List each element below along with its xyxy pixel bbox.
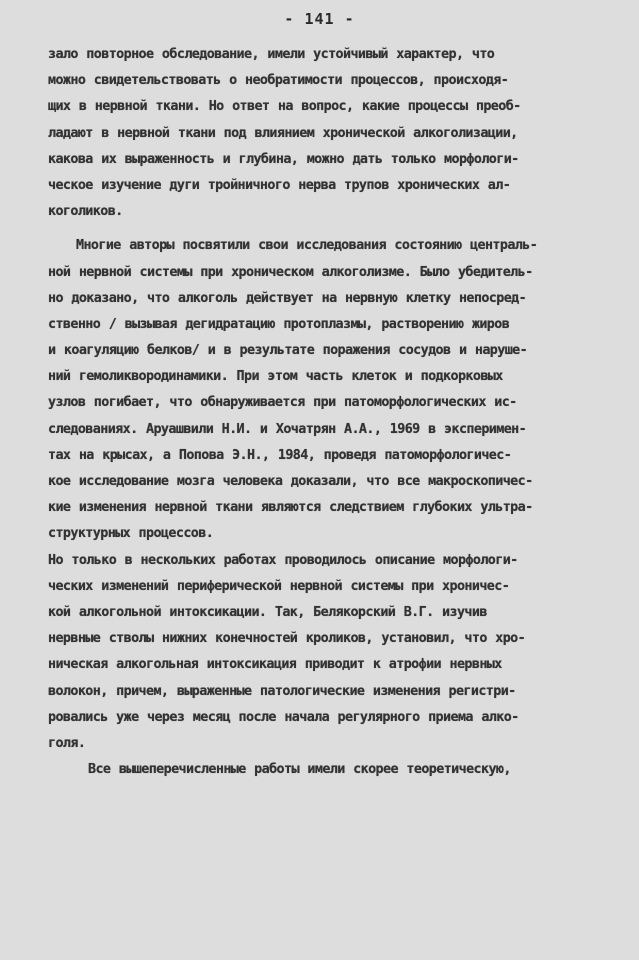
text-line: можно свидетельствовать о необратимости процессов, происходя- [48,73,509,89]
text-line: но доказано, что алкоголь действует на нервную клетку непосред- [48,290,527,306]
text-line: узлов погибает, что обнаруживается при патоморфологических ис- [48,395,517,411]
text-line: ладают в нервной ткани под влиянием хронической алкоголизации, [48,125,518,141]
text-line: волокон, причем, выраженные патологические изменения регистри- [48,683,516,699]
text-line: следованиях. Аруашвили Н.И. и Хочатрян А.А., 1969 в эксперимен- [48,421,527,437]
text-line: ний гемоликвородинамики. При этом часть клеток и подкорковых [48,369,503,385]
text-line: ческое изучение дуги тройничного нерва трупов хронических ал- [48,177,511,193]
text-line: щих в нервной ткани. Но ответ на вопрос, какие процессы преоб- [48,99,521,115]
text-line: ческих изменений периферической нервной системы при хроничес- [48,578,510,594]
text-line: какова их выраженность и глубина, можно дать только морфологи- [48,151,519,167]
text-line: нервные стволы нижних конечностей кроликов, установил, что хро- [48,631,526,647]
text-line: Но только в нескольких работах проводилось описание морфологи- [48,552,518,568]
paragraph-gap [48,225,598,233]
paragraph-1 [48,42,598,225]
text-line: тах на крысах, а Попова Э.Н., 1984, проведя патоморфологичес- [48,447,512,463]
text-line: кие изменения нервной ткани являются следствием глубоких ультра- [48,500,533,516]
text-line: ровались уже через месяц после начала регулярного приема алко- [48,709,519,725]
text-line: структурных процессов. [48,526,214,542]
paragraph-4 [48,757,598,783]
text-line: зало повторное обследование, имели устойчивый характер, что [48,47,495,62]
text-line: Многие авторы посвятили свои исследования состоянию централь- [76,238,538,254]
text-line: ной нервной системы при хроническом алкоголизме. Было убедитель- [48,264,533,280]
text-line: голя. [48,735,86,751]
text-line: ническая алкогольная интоксикация приводит к атрофии нервных [48,657,502,673]
text-line: кой алкогольной интоксикации. Так, Белякорский В.Г. изучив [48,604,487,620]
text-line: ственно / вызывая дегидратацию протоплазмы, растворению жиров [48,316,510,332]
text-line: Все вышеперечисленные работы имели скорее теоретическую, [88,762,511,778]
body-text [48,42,598,783]
paragraph-3 [48,548,598,758]
page-number: - 141 - [284,10,355,28]
text-line: кое исследование мозга человека доказали, что все макроскопичес- [48,474,533,489]
paragraph-2 [48,233,598,547]
text-line: коголиков. [48,204,123,220]
text-line: и коагуляцию белков/ и в результате поражения сосудов и наруше- [48,343,528,359]
